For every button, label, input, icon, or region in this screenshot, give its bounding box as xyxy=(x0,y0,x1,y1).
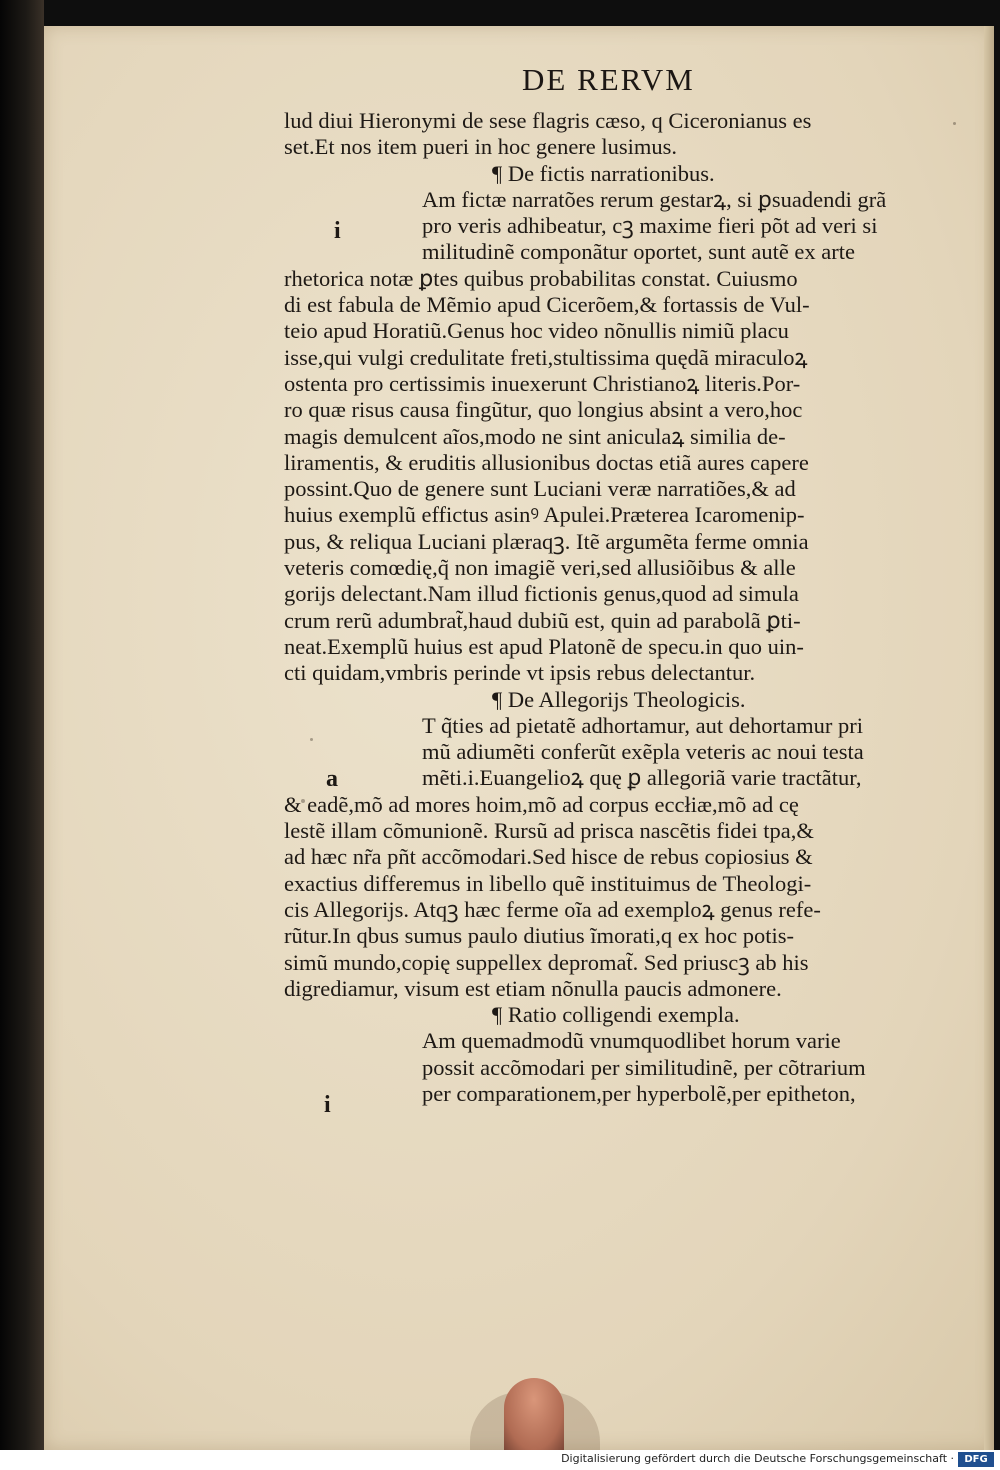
text-line: pro veris adhibeatur, cꝫ maxime fieri põt ad veri si xyxy=(422,213,878,239)
book-page xyxy=(44,26,994,1450)
text-line: set.Et nos item pueri in hoc genere lusimus. xyxy=(284,134,678,160)
ink-speck xyxy=(301,799,305,803)
ink-speck xyxy=(310,738,313,741)
initial-letter-i-2: i xyxy=(324,1092,331,1118)
dfg-logo-icon: DFG xyxy=(958,1452,994,1467)
text-line: crum rerũ adumbrat̃,haud dubiũ est, quin ad parabolã ꝑti- xyxy=(284,607,801,633)
text-line: rhetorica notæ ꝑtes quibus probabilitas constat. Cuiusmo xyxy=(284,265,798,291)
text-line: mũ adiumẽti conferũt exẽpla veteris ac noui testa xyxy=(422,739,864,765)
main-text-block xyxy=(284,108,974,1107)
text-line: pus, & reliqua Luciani plæraqꝫ. Itẽ argumẽta ferme omnia xyxy=(284,528,809,554)
text-line: ¶ De Allegorijs Theologicis. xyxy=(492,686,746,712)
text-line: cti quidam,vmbris perinde vt ipsis rebus delectantur. xyxy=(284,660,756,686)
text-line: lud diui Hieronymi de sese flagris cæso, q Ciceronianus es xyxy=(284,108,812,133)
initial-letter-i-1: i xyxy=(334,218,341,244)
text-line: mẽti.i.Euangelioꝝ quę ꝑ allegoriã varie tractãtur, xyxy=(422,765,862,791)
text-line: liramentis, & eruditis allusionibus doctas etiã aures capere xyxy=(284,449,809,475)
initial-letter-a: a xyxy=(326,766,338,792)
text-line: lestẽ illam cõmunionẽ. Rursũ ad prisca nascẽtis fidei tpa,& xyxy=(284,818,814,844)
text-line: T q̃ties ad pietatẽ adhortamur, aut dehortamur pri xyxy=(422,712,864,738)
running-head: DE RERVM xyxy=(522,62,695,97)
text-line: possint.Quo de genere sunt Luciani veræ narratiões,& ad xyxy=(284,476,796,502)
text-line: magis demulcent aĩos,modo ne sint aniculaꝝ similia de- xyxy=(284,423,786,449)
text-line: cis Allegorijs. Atqꝫ hæc ferme oĩa ad exemploꝝ genus refe- xyxy=(284,896,821,922)
ink-speck xyxy=(953,122,956,125)
text-line: simũ mundo,copię suppellex depromat̃. Sed priuscꝫ ab his xyxy=(284,949,809,975)
text-line: ¶ Ratio colligendi exempla. xyxy=(492,1002,740,1028)
text-line: digrediamur, visum est etiam nõnulla paucis admonere. xyxy=(284,975,782,1001)
text-line: ostenta pro certissimis inuexerunt Christianoꝝ literis.Por- xyxy=(284,370,801,396)
text-line: rũtur.In qbus sumus paulo diutius ĩmorati,q ex hoc potis- xyxy=(284,923,794,949)
text-line: neat.Exemplũ huius est apud Platonẽ de specu.in quo uin- xyxy=(284,633,804,659)
text-line: possit accõmodari per similitudinẽ, per cõtrarium xyxy=(422,1054,866,1080)
text-line: veteris comœdię,q̃ non imagiẽ veri,sed allusiõibus & alle xyxy=(284,555,796,581)
text-line: Am fictæ narratões rerum gestarꝝ, si ꝑsuadendi grã xyxy=(422,186,887,212)
scanner-thumb xyxy=(504,1378,564,1450)
text-line: teio apud Horatiũ.Genus hoc video nõnullis nimiũ placu xyxy=(284,318,789,344)
text-line: ¶ De fictis narrationibus. xyxy=(492,160,715,186)
binding-shadow xyxy=(0,0,44,1450)
text-line: & eadẽ,mõ ad mores hoim,mõ ad corpus eccłiæ,mõ ad cę xyxy=(284,791,799,817)
text-line: ro quæ risus causa fingũtur, quo longius absint a vero,hoc xyxy=(284,397,803,423)
text-line: per comparationem,per hyperbolẽ,per epitheton, xyxy=(422,1080,856,1106)
page-edge xyxy=(984,26,994,1450)
text-line: isse,qui vulgi credulitate freti,stultissima quędã miraculoꝝ xyxy=(284,344,808,370)
text-line: huius exemplũ effictus asinꝰ Apulei.Præterea Icaromenip- xyxy=(284,502,805,528)
text-line: militudinẽ componãtur oportet, sunt autẽ ex arte xyxy=(422,239,856,265)
text-line: di est fabula de Mẽmio apud Cicerõem,& fortassis de Vul- xyxy=(284,292,810,318)
digitization-credit: Digitalisierung gefördert durch die Deutsche Forschungsgemeinschaft · xyxy=(561,1452,954,1465)
text-line: exactius differemus in libello quẽ instituimus de Theologi- xyxy=(284,870,812,896)
text-line: gorijs delectant.Nam illud fictionis genus,quod ad simula xyxy=(284,581,799,607)
text-line: Am quemadmodũ vnumquodlibet horum varie xyxy=(422,1028,841,1054)
text-line: ad hæc nr̃a pñt accõmodari.Sed hisce de rebus copiosius & xyxy=(284,844,813,870)
